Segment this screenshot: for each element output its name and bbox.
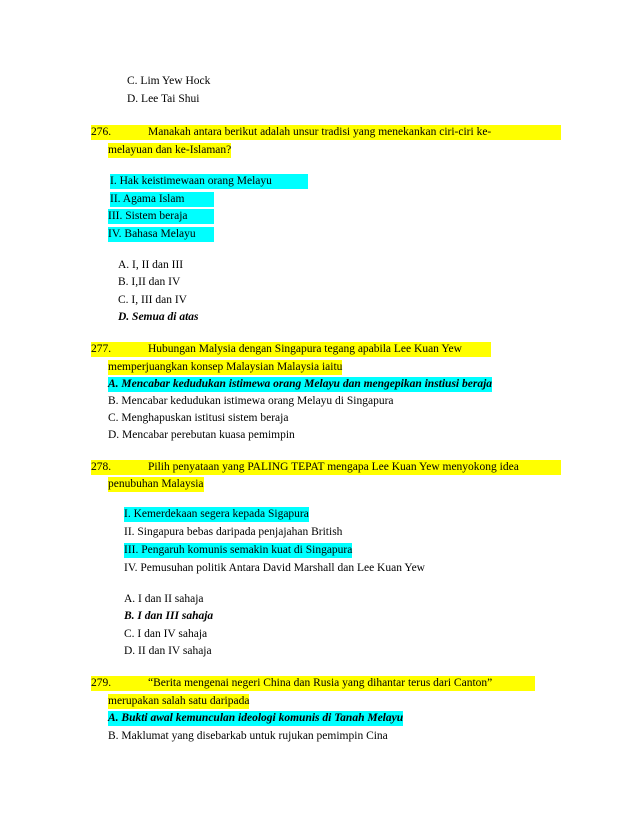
question-277-line2: memperjuangkan konsep Malaysian Malaysia iaitu xyxy=(108,361,343,373)
question-number: 276. xyxy=(91,126,112,138)
question-277-line1 xyxy=(91,342,491,357)
roman-item-1: I. Kemerdekaan segera kepada Sigapura xyxy=(124,508,309,520)
roman-item-3: III. Pengaruh komunis semakin kuat di Singapura xyxy=(124,544,353,556)
question-text: Pilih penyataan yang PALING TEPAT mengapa Lee Kuan Yew menyokong idea xyxy=(148,461,519,473)
question-number: 279. xyxy=(91,677,112,689)
roman-item-1: I. Hak keistimewaan orang Melayu xyxy=(110,174,308,189)
option-a-answer: A. Mencabar kedudukan istimewa orang Melayu dan mengepikan instiusi beraja xyxy=(108,378,493,390)
question-278-line2: penubuhan Malaysia xyxy=(108,478,204,490)
question-number: 277. xyxy=(91,343,112,355)
question-278-line1 xyxy=(91,460,561,475)
option-b-answer: B. I dan III sahaja xyxy=(124,610,214,622)
option-a: A. I dan II sahaja xyxy=(124,593,204,605)
roman-item-2: II. Singapura bebas daripada penjajahan British xyxy=(124,526,343,538)
option-a: A. I, II dan III xyxy=(118,259,184,271)
option-b: B. Mencabar kedudukan istimewa orang Melayu di Singapura xyxy=(108,395,394,407)
option-d: D. Mencabar perebutan kuasa pemimpin xyxy=(108,429,295,441)
option-c: C. Lim Yew Hock xyxy=(127,75,211,87)
option-d-answer: D. Semua di atas xyxy=(118,311,199,323)
option-d: D. Lee Tai Shui xyxy=(127,93,200,105)
question-text: Manakah antara berikut adalah unsur tradisi yang menekankan ciri-ciri ke- xyxy=(148,126,492,138)
option-a-answer: A. Bukti awal kemunculan ideologi komunis di Tanah Melayu xyxy=(108,712,404,724)
option-b: B. I,II dan IV xyxy=(118,276,181,288)
option-c: C. I, III dan IV xyxy=(118,294,187,306)
question-279-line2: merupakan salah satu daripada xyxy=(108,695,250,707)
question-number: 278. xyxy=(91,461,112,473)
roman-item-2: II. Agama Islam xyxy=(110,192,214,207)
option-d: D. II dan IV sahaja xyxy=(124,645,212,657)
option-b: B. Maklumat yang disebarkab untuk rujukan pemimpin Cina xyxy=(108,730,388,742)
question-text: Hubungan Malysia dengan Singapura tegang apabila Lee Kuan Yew xyxy=(148,343,462,355)
question-279-line1 xyxy=(91,676,535,691)
roman-item-4: IV. Bahasa Melayu xyxy=(108,227,214,242)
question-276-line2: melayuan dan ke-Islaman? xyxy=(108,144,232,156)
roman-item-3: III. Sistem beraja xyxy=(108,209,214,224)
option-c: C. Menghapuskan istitusi sistem beraja xyxy=(108,412,289,424)
question-text: “Berita mengenai negeri China dan Rusia yang dihantar terus dari Canton” xyxy=(148,677,493,689)
option-c: C. I dan IV sahaja xyxy=(124,628,208,640)
roman-item-4: IV. Pemusuhan politik Antara David Marshall dan Lee Kuan Yew xyxy=(124,562,425,574)
question-276-line1 xyxy=(91,125,561,140)
